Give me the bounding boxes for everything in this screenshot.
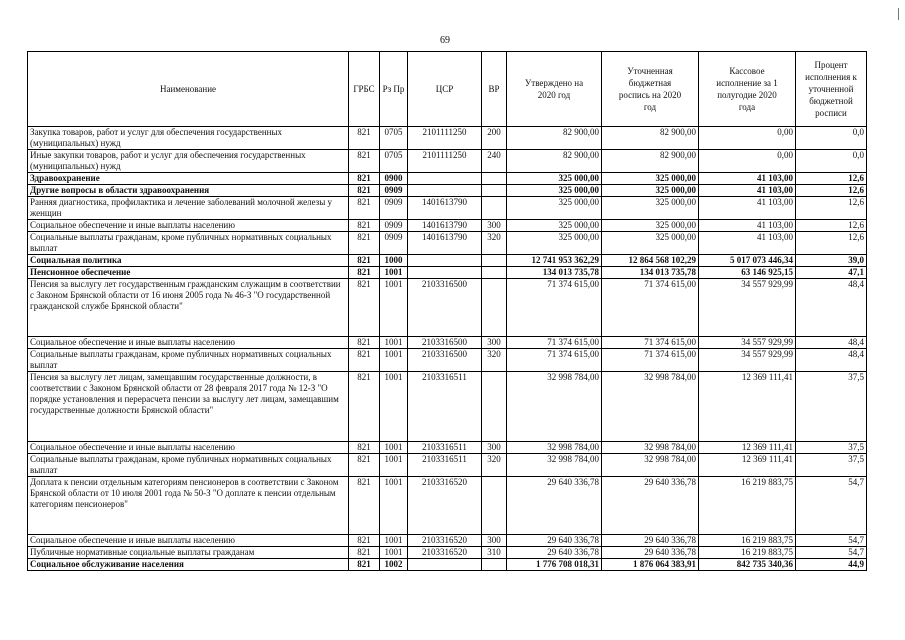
- cell-approved: 32 998 784,00: [507, 372, 602, 442]
- cell-rzpr: 1001: [380, 267, 408, 279]
- cell-grbs: 821: [349, 372, 380, 442]
- cell-csr: 2103316520: [408, 477, 482, 535]
- header-approved: Утверждено на 2020 год: [507, 52, 602, 127]
- cell-csr: [408, 267, 482, 279]
- cell-approved: 82 900,00: [507, 127, 602, 150]
- header-refined: Уточненная бюджетная роспись на 2020 год: [602, 52, 699, 127]
- cell-vr: [482, 279, 507, 337]
- cell-cash: 34 557 929,99: [699, 349, 796, 372]
- cell-csr: 2103316520: [408, 547, 482, 559]
- cell-percent: 37,5: [796, 442, 867, 454]
- cell-name: Социальная политика: [28, 255, 349, 267]
- cell-percent: 0,0: [796, 127, 867, 150]
- cell-rzpr: 0909: [380, 220, 408, 232]
- cell-rzpr: 0909: [380, 185, 408, 197]
- cell-name: Публичные нормативные социальные выплаты гражданам: [28, 547, 349, 559]
- cell-percent: 47,1: [796, 267, 867, 279]
- header-vr: ВР: [482, 52, 507, 127]
- cell-name: Социальные выплаты гражданам, кроме публичных нормативных социальных выплат: [28, 454, 349, 477]
- cell-rzpr: 1001: [380, 535, 408, 547]
- cell-cash: 12 369 111,41: [699, 372, 796, 442]
- cell-csr: 2103316511: [408, 372, 482, 442]
- cell-csr: 2103316500: [408, 349, 482, 372]
- cell-vr: 320: [482, 232, 507, 255]
- cell-cash: 5 017 073 446,34: [699, 255, 796, 267]
- cell-refined: 325 000,00: [602, 220, 699, 232]
- table-row: [28, 127, 867, 150]
- cell-name: Здравоохранение: [28, 173, 349, 185]
- cell-cash: 34 557 929,99: [699, 337, 796, 349]
- cell-refined: 1 876 064 383,91: [602, 559, 699, 571]
- cell-refined: 29 640 336,78: [602, 547, 699, 559]
- cell-percent: 0,0: [796, 150, 867, 173]
- cell-refined: 325 000,00: [602, 173, 699, 185]
- cell-name: Доплата к пенсии отдельным категориям пенсионеров в соответствии с Законом Брянской области от 10 июля 2001 года № 50-З "О доплате к пенсии отдельным категориям пенсионеров": [28, 477, 349, 535]
- cell-rzpr: 1001: [380, 337, 408, 349]
- cell-cash: 41 103,00: [699, 232, 796, 255]
- cell-refined: 325 000,00: [602, 232, 699, 255]
- cell-vr: 310: [482, 547, 507, 559]
- cell-vr: [482, 173, 507, 185]
- cell-rzpr: 1001: [380, 454, 408, 477]
- cell-name: Пенсия за выслугу лет государственным гражданским служащим в соответствии с Законом Брянской области от 16 июня 2005 года № 46-З "О государственной гражданской службе Брянской области": [28, 279, 349, 337]
- cell-vr: [482, 477, 507, 535]
- cell-name: Пенсия за выслугу лет лицам, замещавшим государственные должности, в соответствии с Законом Брянской области от 28 февраля 2017 года № 12-З "О порядке установления и перерасчета пенсии за выслугу лет лицам, замещавшим государственные должности Брянской области": [28, 372, 349, 442]
- table-row: [28, 454, 867, 477]
- table-row: [28, 185, 867, 197]
- cell-name: Социальные выплаты гражданам, кроме публичных нормативных социальных выплат: [28, 232, 349, 255]
- cell-csr: 1401613790: [408, 220, 482, 232]
- table-row: [28, 349, 867, 372]
- cell-grbs: 821: [349, 267, 380, 279]
- cell-refined: 134 013 735,78: [602, 267, 699, 279]
- cell-rzpr: 1000: [380, 255, 408, 267]
- cell-refined: 29 640 336,78: [602, 535, 699, 547]
- cell-csr: 2103316500: [408, 337, 482, 349]
- cell-percent: 37,5: [796, 454, 867, 477]
- cell-refined: 29 640 336,78: [602, 477, 699, 535]
- cell-cash: 12 369 111,41: [699, 454, 796, 477]
- budget-table: [27, 51, 867, 571]
- page-number: 69: [440, 35, 450, 46]
- cell-percent: 54,7: [796, 535, 867, 547]
- cell-vr: [482, 197, 507, 220]
- cell-percent: 48,4: [796, 349, 867, 372]
- cell-name: Социальное обеспечение и иные выплаты населению: [28, 535, 349, 547]
- cell-approved: 29 640 336,78: [507, 547, 602, 559]
- cell-grbs: 821: [349, 559, 380, 571]
- cell-refined: 12 864 568 102,29: [602, 255, 699, 267]
- table-header-row: [28, 52, 867, 127]
- cell-percent: 37,5: [796, 372, 867, 442]
- header-grbs: ГРБС: [349, 52, 380, 127]
- cell-name: Ранняя диагностика, профилактика и лечение заболеваний молочной железы у женщин: [28, 197, 349, 220]
- cell-name: Социальное обслуживание населения: [28, 559, 349, 571]
- cell-refined: 32 998 784,00: [602, 372, 699, 442]
- cell-approved: 134 013 735,78: [507, 267, 602, 279]
- cell-rzpr: 1001: [380, 349, 408, 372]
- cell-rzpr: 1002: [380, 559, 408, 571]
- cell-rzpr: 1001: [380, 442, 408, 454]
- cell-percent: 54,7: [796, 477, 867, 535]
- table-row: [28, 173, 867, 185]
- cell-refined: 71 374 615,00: [602, 349, 699, 372]
- cell-approved: 325 000,00: [507, 185, 602, 197]
- cell-approved: 1 776 708 018,31: [507, 559, 602, 571]
- cell-percent: 39,0: [796, 255, 867, 267]
- cell-csr: [408, 173, 482, 185]
- cell-approved: 82 900,00: [507, 150, 602, 173]
- cell-csr: [408, 559, 482, 571]
- table-row: [28, 535, 867, 547]
- cell-approved: 32 998 784,00: [507, 442, 602, 454]
- cell-name: Социальное обеспечение и иные выплаты населению: [28, 337, 349, 349]
- cell-cash: 0,00: [699, 150, 796, 173]
- cell-approved: 71 374 615,00: [507, 349, 602, 372]
- cell-cash: 41 103,00: [699, 197, 796, 220]
- cell-approved: 71 374 615,00: [507, 279, 602, 337]
- table-row: [28, 220, 867, 232]
- table-row: [28, 150, 867, 173]
- cell-refined: 71 374 615,00: [602, 337, 699, 349]
- cell-approved: 71 374 615,00: [507, 337, 602, 349]
- table-row: [28, 372, 867, 442]
- table-body: [28, 127, 867, 571]
- cell-rzpr: 0909: [380, 197, 408, 220]
- table-row: [28, 255, 867, 267]
- cell-cash: 0,00: [699, 127, 796, 150]
- cell-vr: 300: [482, 442, 507, 454]
- cell-rzpr: 1001: [380, 279, 408, 337]
- cell-vr: 320: [482, 454, 507, 477]
- cell-csr: 2103316520: [408, 535, 482, 547]
- header-percent: Процент исполнения к уточненной бюджетной росписи: [796, 52, 867, 127]
- cell-approved: 32 998 784,00: [507, 454, 602, 477]
- cell-approved: 325 000,00: [507, 232, 602, 255]
- cell-percent: 12,6: [796, 185, 867, 197]
- cell-grbs: 821: [349, 279, 380, 337]
- cell-csr: 2101111250: [408, 127, 482, 150]
- cell-grbs: 821: [349, 337, 380, 349]
- scan-edge-mark: [898, 8, 899, 20]
- cell-percent: 12,6: [796, 197, 867, 220]
- cell-cash: 842 735 340,36: [699, 559, 796, 571]
- cell-csr: 1401613790: [408, 197, 482, 220]
- cell-name: Закупка товаров, работ и услуг для обеспечения государственных (муниципальных) нужд: [28, 127, 349, 150]
- cell-percent: 12,6: [796, 232, 867, 255]
- cell-csr: [408, 185, 482, 197]
- cell-cash: 41 103,00: [699, 173, 796, 185]
- cell-refined: 325 000,00: [602, 197, 699, 220]
- cell-rzpr: 1001: [380, 547, 408, 559]
- cell-refined: 71 374 615,00: [602, 279, 699, 337]
- cell-vr: [482, 255, 507, 267]
- cell-approved: 325 000,00: [507, 220, 602, 232]
- cell-approved: 325 000,00: [507, 173, 602, 185]
- cell-name: Пенсионное обеспечение: [28, 267, 349, 279]
- table-row: [28, 197, 867, 220]
- cell-rzpr: 0705: [380, 127, 408, 150]
- cell-grbs: 821: [349, 547, 380, 559]
- cell-vr: 300: [482, 337, 507, 349]
- cell-cash: 16 219 883,75: [699, 535, 796, 547]
- cell-grbs: 821: [349, 454, 380, 477]
- table-row: [28, 477, 867, 535]
- table-row: [28, 547, 867, 559]
- cell-csr: 2103316511: [408, 454, 482, 477]
- cell-refined: 82 900,00: [602, 127, 699, 150]
- cell-cash: 34 557 929,99: [699, 279, 796, 337]
- cell-grbs: 821: [349, 185, 380, 197]
- cell-approved: 12 741 953 362,29: [507, 255, 602, 267]
- cell-csr: 2103316500: [408, 279, 482, 337]
- cell-name: Социальное обеспечение и иные выплаты населению: [28, 442, 349, 454]
- cell-grbs: 821: [349, 197, 380, 220]
- cell-grbs: 821: [349, 127, 380, 150]
- cell-cash: 41 103,00: [699, 185, 796, 197]
- cell-cash: 16 219 883,75: [699, 477, 796, 535]
- header-rzpr: Рз Пр: [380, 52, 408, 127]
- cell-vr: 300: [482, 220, 507, 232]
- cell-grbs: 821: [349, 173, 380, 185]
- cell-rzpr: 1001: [380, 372, 408, 442]
- cell-grbs: 821: [349, 220, 380, 232]
- cell-percent: 44,9: [796, 559, 867, 571]
- cell-vr: [482, 185, 507, 197]
- cell-percent: 54,7: [796, 547, 867, 559]
- table-row: [28, 279, 867, 337]
- cell-grbs: 821: [349, 442, 380, 454]
- table-row: [28, 442, 867, 454]
- header-csr: ЦСР: [408, 52, 482, 127]
- cell-grbs: 821: [349, 349, 380, 372]
- cell-cash: 16 219 883,75: [699, 547, 796, 559]
- cell-vr: [482, 267, 507, 279]
- cell-percent: 12,6: [796, 173, 867, 185]
- cell-rzpr: 0705: [380, 150, 408, 173]
- cell-percent: 12,6: [796, 220, 867, 232]
- cell-name: Другие вопросы в области здравоохранения: [28, 185, 349, 197]
- header-cash: Кассовое исполнение за 1 полугодие 2020 года: [699, 52, 796, 127]
- cell-refined: 325 000,00: [602, 185, 699, 197]
- header-name: Наименование: [28, 52, 349, 127]
- cell-grbs: 821: [349, 477, 380, 535]
- cell-vr: [482, 559, 507, 571]
- cell-rzpr: 1001: [380, 477, 408, 535]
- cell-csr: 2103316511: [408, 442, 482, 454]
- cell-approved: 29 640 336,78: [507, 535, 602, 547]
- cell-csr: 1401613790: [408, 232, 482, 255]
- cell-name: Иные закупки товаров, работ и услуг для обеспечения государственных (муниципальных) нужд: [28, 150, 349, 173]
- cell-percent: 48,4: [796, 337, 867, 349]
- cell-rzpr: 0909: [380, 232, 408, 255]
- cell-grbs: 821: [349, 150, 380, 173]
- table-row: [28, 232, 867, 255]
- cell-csr: 2101111250: [408, 150, 482, 173]
- cell-csr: [408, 255, 482, 267]
- table-row: [28, 337, 867, 349]
- cell-vr: 300: [482, 535, 507, 547]
- cell-vr: [482, 372, 507, 442]
- cell-approved: 325 000,00: [507, 197, 602, 220]
- table-row: [28, 559, 867, 571]
- cell-refined: 32 998 784,00: [602, 454, 699, 477]
- cell-vr: 200: [482, 127, 507, 150]
- cell-approved: 29 640 336,78: [507, 477, 602, 535]
- cell-name: Социальные выплаты гражданам, кроме публичных нормативных социальных выплат: [28, 349, 349, 372]
- cell-cash: 12 369 111,41: [699, 442, 796, 454]
- cell-rzpr: 0900: [380, 173, 408, 185]
- cell-vr: 320: [482, 349, 507, 372]
- cell-vr: 240: [482, 150, 507, 173]
- cell-grbs: 821: [349, 255, 380, 267]
- cell-grbs: 821: [349, 535, 380, 547]
- table-row: [28, 267, 867, 279]
- cell-cash: 63 146 925,15: [699, 267, 796, 279]
- cell-percent: 48,4: [796, 279, 867, 337]
- cell-cash: 41 103,00: [699, 220, 796, 232]
- cell-grbs: 821: [349, 232, 380, 255]
- cell-refined: 82 900,00: [602, 150, 699, 173]
- cell-name: Социальное обеспечение и иные выплаты населению: [28, 220, 349, 232]
- cell-refined: 32 998 784,00: [602, 442, 699, 454]
